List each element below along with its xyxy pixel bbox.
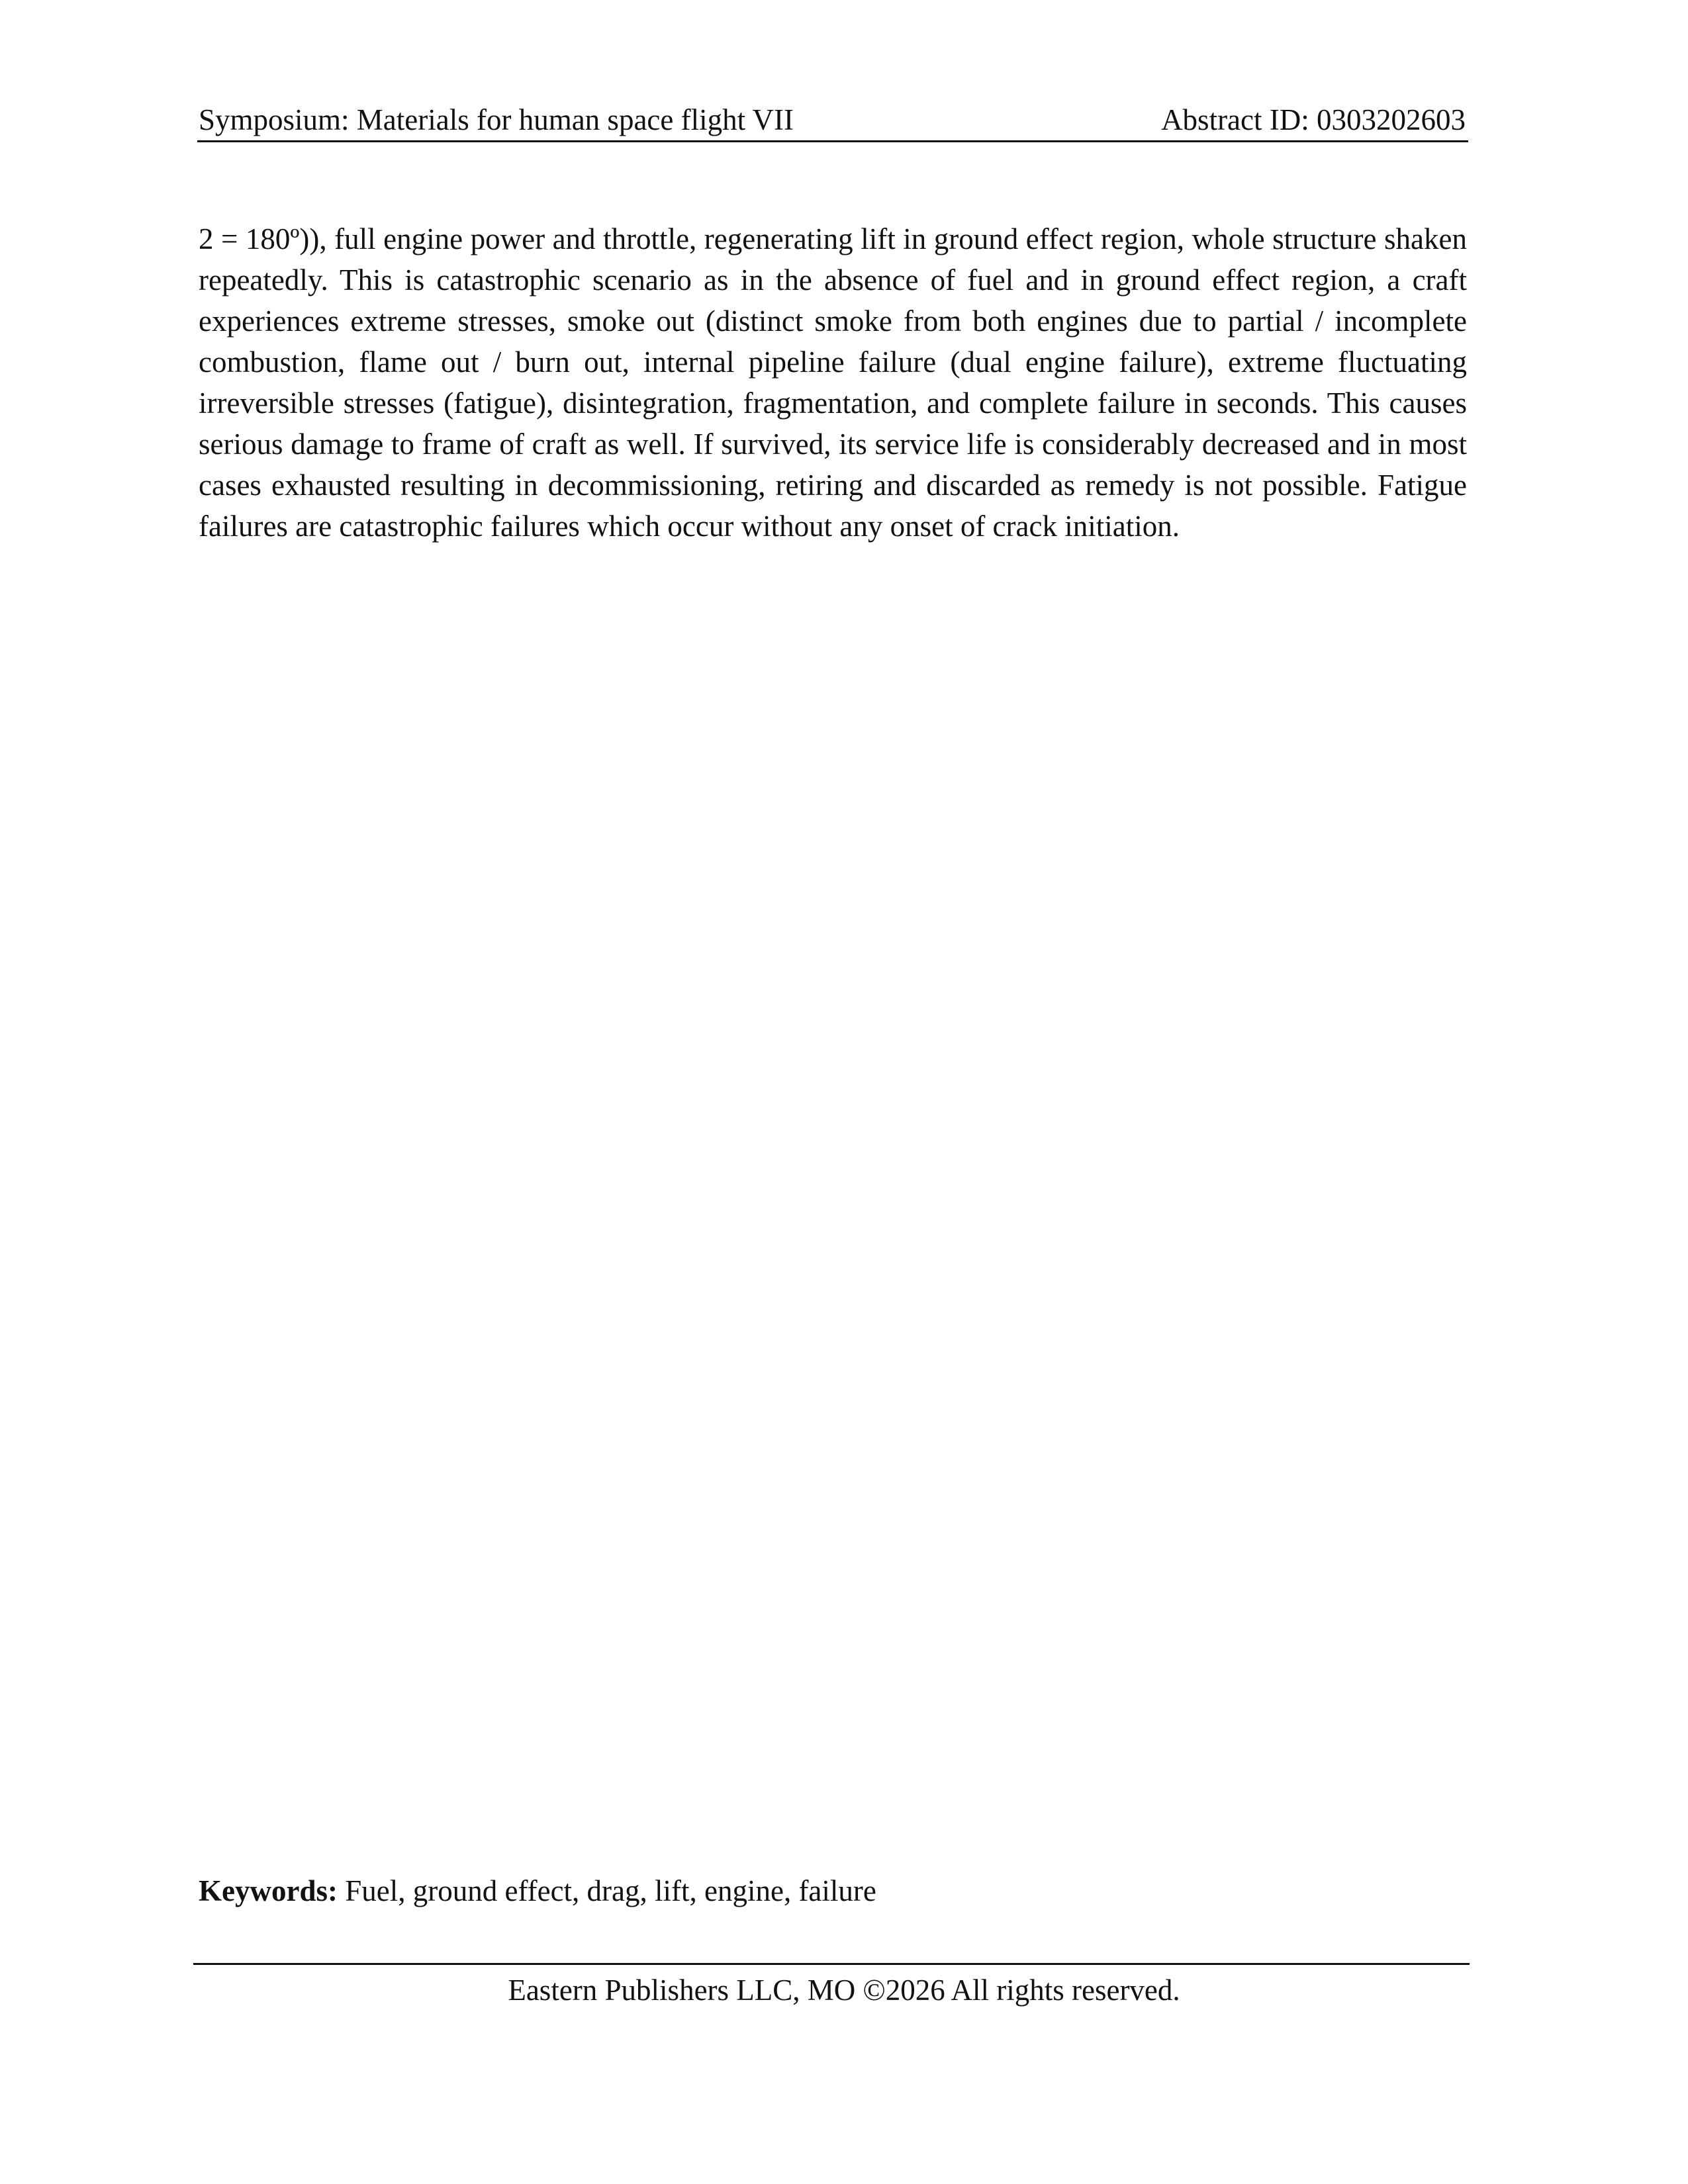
footer-copyright: Eastern Publishers LLC, MO ©2026 All rights reserved. bbox=[508, 1974, 1180, 2007]
keywords-label: Keywords: bbox=[199, 1874, 338, 1907]
footer-divider bbox=[193, 1963, 1470, 1965]
page-header bbox=[197, 99, 1468, 142]
abstract-body-paragraph: 2 = 180º)), full engine power and throttle, regenerating lift in ground effect region, whole structure shaken repeatedly. This is catastrophic scenario as in the absence of fuel and in ground effect region, a craft experiences extreme stresses, smoke out (distinct smoke from both engines due to partial / incomplete combustion, flame out / burn out, internal pipeline failure (dual engine failure), extreme fluctuating irreversible stresses (fatigue), disintegration, fragmentation, and complete failure in seconds. This causes serious damage to frame of craft as well. If survived, its service life is considerably decreased and in most cases exhausted resulting in decommissioning, retiring and discarded as remedy is not possible. Fatigue failures are catastrophic failures which occur without any onset of crack initiation. bbox=[199, 222, 1467, 543]
symposium-title: Symposium: Materials for human space flight VII bbox=[199, 103, 794, 136]
keywords-line bbox=[199, 1870, 1467, 1911]
abstract-id: Abstract ID: 0303202603 bbox=[1161, 103, 1466, 136]
keywords-values: Fuel, ground effect, drag, lift, engine, failure bbox=[337, 1874, 876, 1907]
